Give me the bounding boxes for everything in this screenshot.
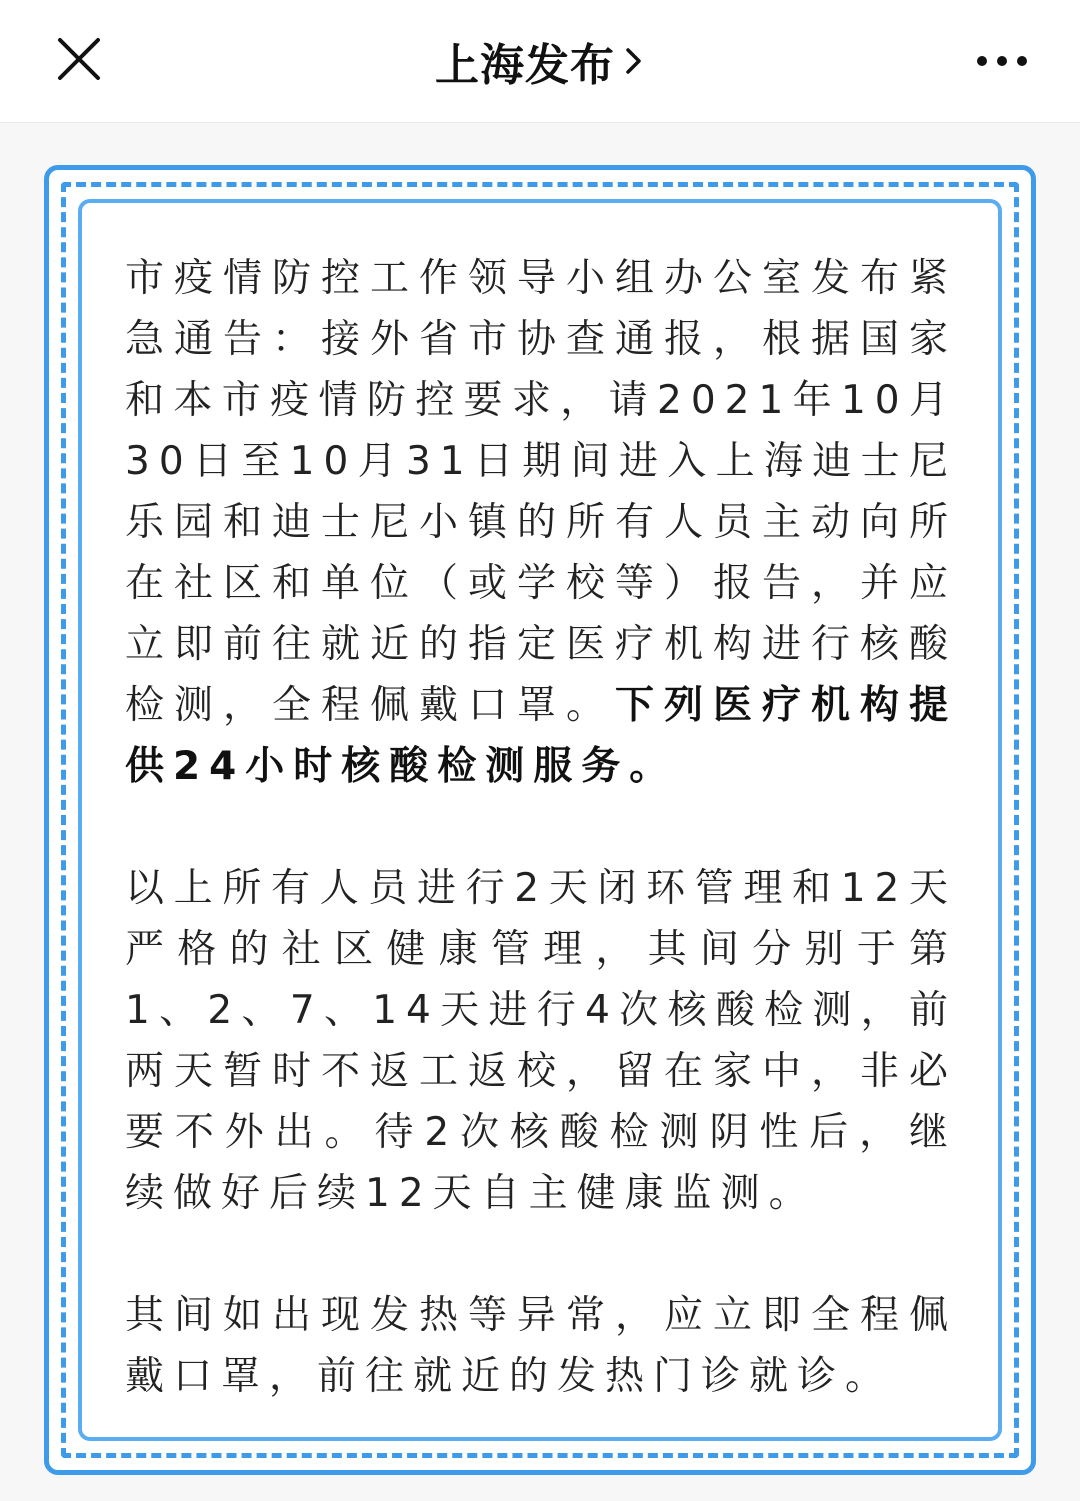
- paragraph-1-text: 市疫情防控工作领导小组办公室发布紧急通告：接外省市协查通报，根据国家和本市疫情防控要求，请2021年10月30日至10月31日期间进入上海迪士尼乐园和迪士尼小镇的所有人员主动向所在社区和单位（或学校等）报告，并应立即前往就近的指定医疗机构进行核酸检测，全程佩戴口罩。: [125, 256, 957, 728]
- page-title: 上海发布: [435, 40, 615, 91]
- paragraph-1-bold-text: 下列医疗机构提供24小时核酸检测服务。: [125, 683, 957, 789]
- more-button[interactable]: [968, 36, 1036, 86]
- notice-paragraph-2: 以上所有人员进行2天闭环管理和12天严格的社区健康管理，其间分别于第1、2、7、14天进行4次核酸检测，前两天暂时不返工返校，留在家中，非必要不外出。待2次核酸检测阴性后，继续做好后续12天自主健康监测。: [125, 866, 957, 1216]
- close-icon: [48, 28, 112, 92]
- chevron-right-icon: [623, 43, 645, 79]
- notice-paragraph-3: 其间如出现发热等异常，应立即全程佩戴口罩，前往就近的发热门诊就诊。: [125, 1293, 957, 1399]
- article-content: [0, 123, 1080, 1501]
- notice-card: [44, 165, 1036, 1475]
- notice-text: [125, 248, 957, 1407]
- account-title-link[interactable]: [435, 29, 645, 93]
- top-bar: [0, 0, 1080, 123]
- notice-paragraph-1: [125, 248, 957, 797]
- close-button[interactable]: [48, 28, 112, 92]
- more-dots-icon: [968, 36, 1036, 86]
